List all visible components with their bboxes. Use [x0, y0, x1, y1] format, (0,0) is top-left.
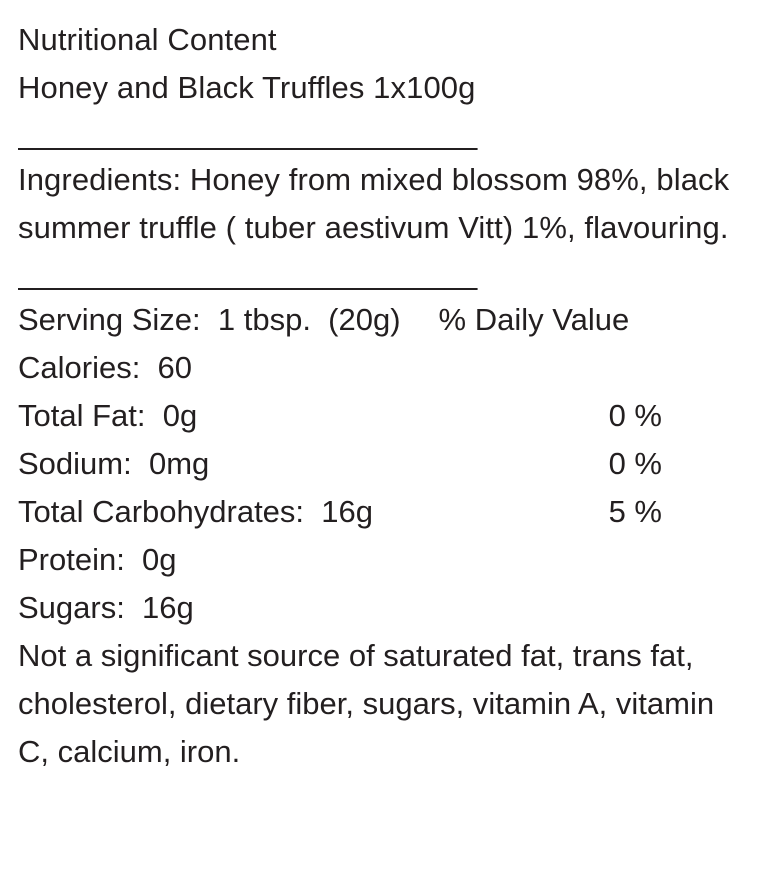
nutrient-label: Calories: 60 — [18, 350, 193, 385]
table-row — [18, 392, 748, 440]
serving-size-row — [18, 296, 748, 344]
ingredients-text: Ingredients: Honey from mixed blossom 98%, black summer truffle ( tuber aestivum Vitt) 1%, flavouring. — [18, 162, 730, 245]
product-name: Honey and Black Truffles 1x100g — [18, 70, 476, 105]
table-row — [18, 536, 748, 584]
nutrient-label: Total Fat: 0g — [18, 398, 198, 433]
nutrient-value: 5 % — [608, 494, 662, 529]
table-row — [18, 344, 748, 392]
divider-bottom: ______________________________ — [18, 256, 476, 291]
serving-size-label: Serving Size: 1 tbsp. (20g) — [18, 302, 401, 337]
table-row — [18, 488, 748, 536]
table-row — [18, 440, 748, 488]
daily-value-header: % Daily Value — [438, 302, 630, 337]
nutrient-label: Total Carbohydrates: 16g — [18, 494, 373, 529]
nutrient-value: 0 % — [608, 398, 662, 433]
nutrient-value: 0 % — [608, 446, 662, 481]
nutrient-label: Sodium: 0mg — [18, 446, 210, 481]
nutrient-label: Sugars: 16g — [18, 590, 194, 625]
footnote-text: Not a significant source of saturated fat, trans fat, cholesterol, dietary fiber, sugars, vitamin A, vitamin C, calcium, iron. — [18, 638, 715, 769]
page-title: Nutritional Content — [18, 22, 277, 57]
divider-top: ______________________________ — [18, 116, 476, 151]
table-row — [18, 584, 748, 632]
nutrient-label: Protein: 0g — [18, 542, 177, 577]
